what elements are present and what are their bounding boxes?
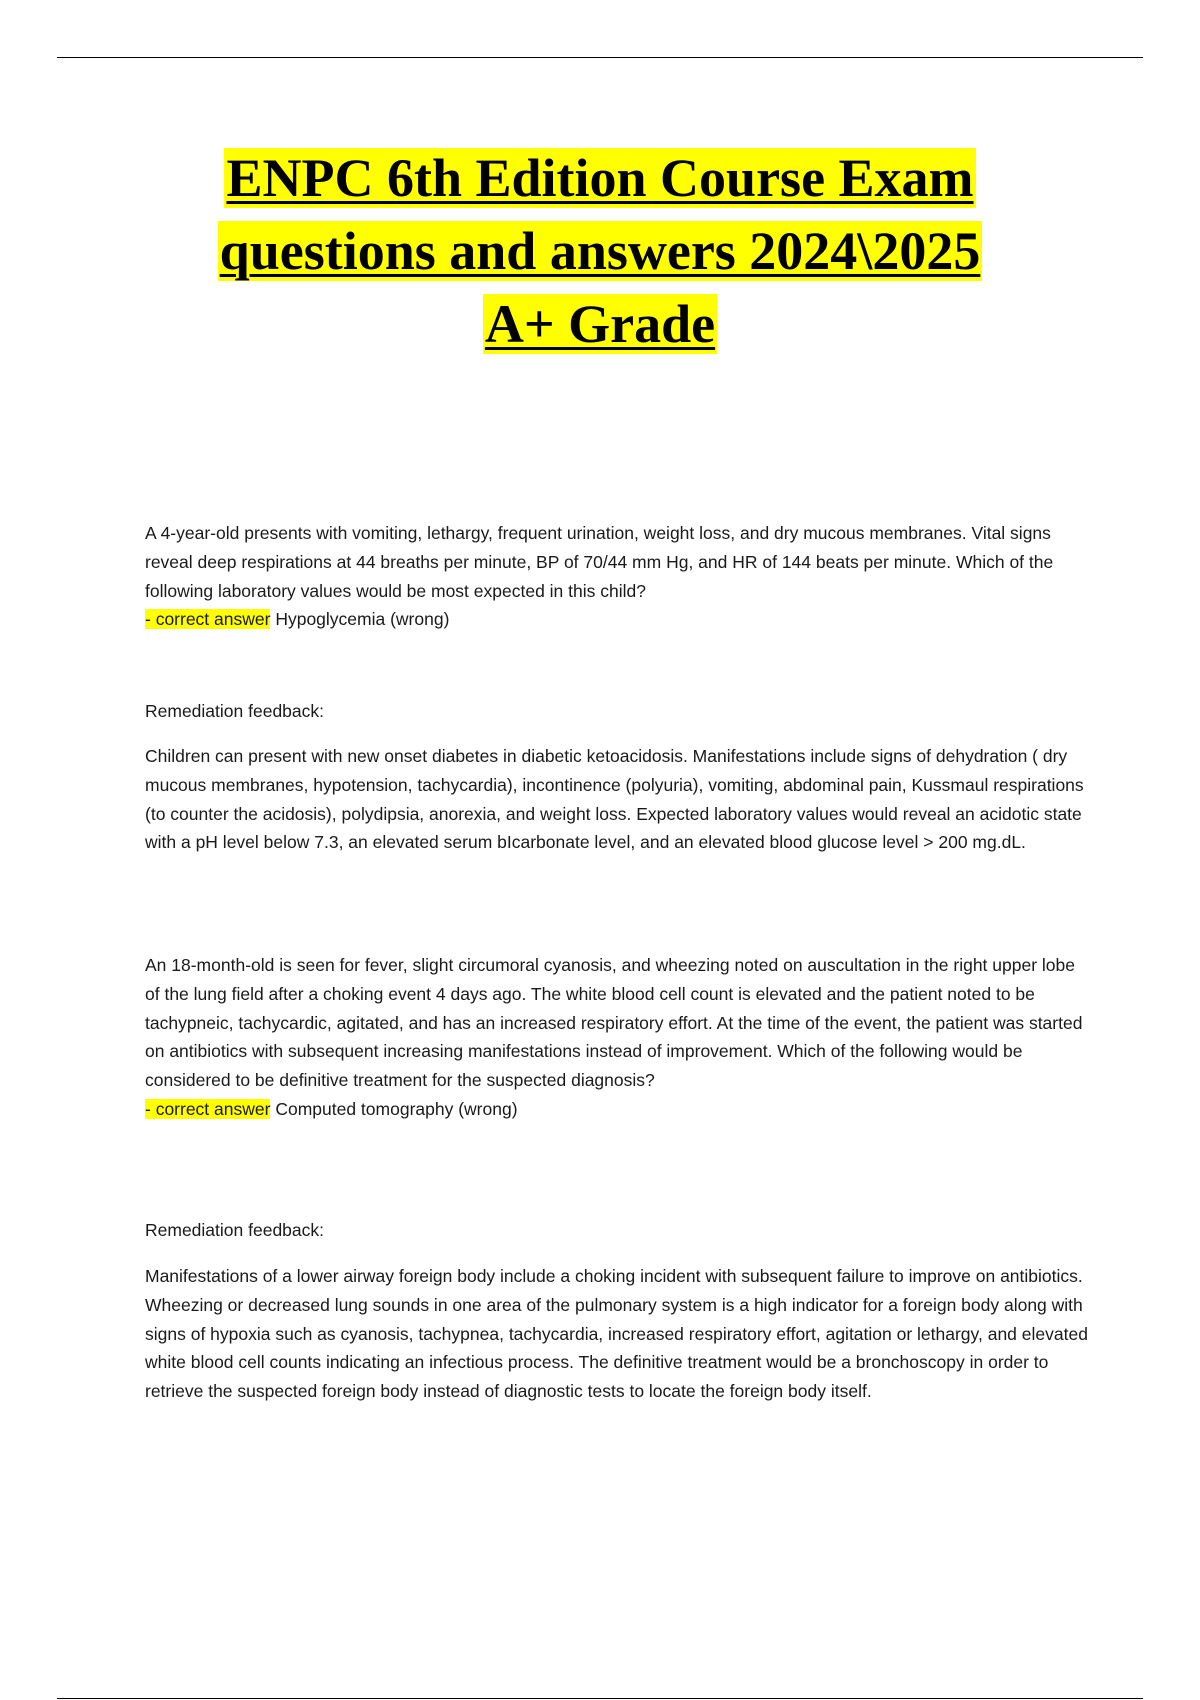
question-block [145, 951, 1090, 1124]
question-text: A 4-year-old presents with vomiting, lethargy, frequent urination, weight loss, and dry mucous membranes. Vital signs reveal deep respirations at 44 breaths per minute, BP of 70/44 mm Hg, and HR of 144 beats per minute. Which of the following laboratory values would be most expected in this child? [145, 523, 1054, 601]
answer-line [145, 605, 1090, 634]
answer-line [145, 1095, 1090, 1124]
correct-answer-label: - correct answer [145, 609, 271, 630]
answer-text: Hypoglycemia (wrong) [275, 609, 450, 630]
title-line: questions and answers 2024\2025 [219, 221, 981, 281]
title-line: ENPC 6th Edition Course Exam [226, 148, 974, 208]
question-text: An 18-month-old is seen for fever, slight circumoral cyanosis, and wheezing noted on auscultation in the right upper lobe of the lung field after a choking event 4 days ago. The white blood cell count is elevated and the patient noted to be tachypneic, tachycardic, agitated, and has an increased respiratory effort. At the time of the event, the patient was started on antibiotics with subsequent increasing manifestations instead of improvement. Which of the following would be considered to be definitive treatment for the suspected diagnosis? [145, 955, 1083, 1091]
footer-rule [57, 1698, 1143, 1699]
feedback-text: Manifestations of a lower airway foreign body include a choking incident with subsequent failure to improve on antibiotics. Wheezing or decreased lung sounds in one area of the pulmonary system is a high indicator for a foreign body along with signs of hypoxia such as cyanosis, tachypnea, tachycardia, increased respiratory effort, agitation or lethargy, and elevated white blood cell counts indicating an infectious process. The definitive treatment would be a bronchoscopy in order to retrieve the suspected foreign body instead of diagnostic tests to locate the foreign body itself. [145, 1266, 1088, 1402]
feedback-label: Remediation feedback: [145, 1220, 324, 1240]
question-block [145, 519, 1090, 634]
feedback-label: Remediation feedback: [145, 701, 324, 721]
document-title [0, 142, 1200, 361]
answer-text: Computed tomography (wrong) [275, 1098, 518, 1119]
correct-answer-label: - correct answer [145, 1098, 271, 1119]
feedback-text: Children can present with new onset diabetes in diabetic ketoacidosis. Manifestations include signs of dehydration ( dry mucous membranes, hypotension, tachycardia), incontinence (polyuria), vomiting, abdominal pain, Kussmaul respirations (to counter the acidosis), polydipsia, anorexia, and weight loss. Expected laboratory values would reveal an acidotic state with a pH level below 7.3, an elevated serum bIcarbonate level, and an elevated blood glucose level > 200 mg.dL. [145, 746, 1084, 853]
title-line: A+ Grade [484, 294, 716, 354]
header-rule [57, 57, 1143, 58]
